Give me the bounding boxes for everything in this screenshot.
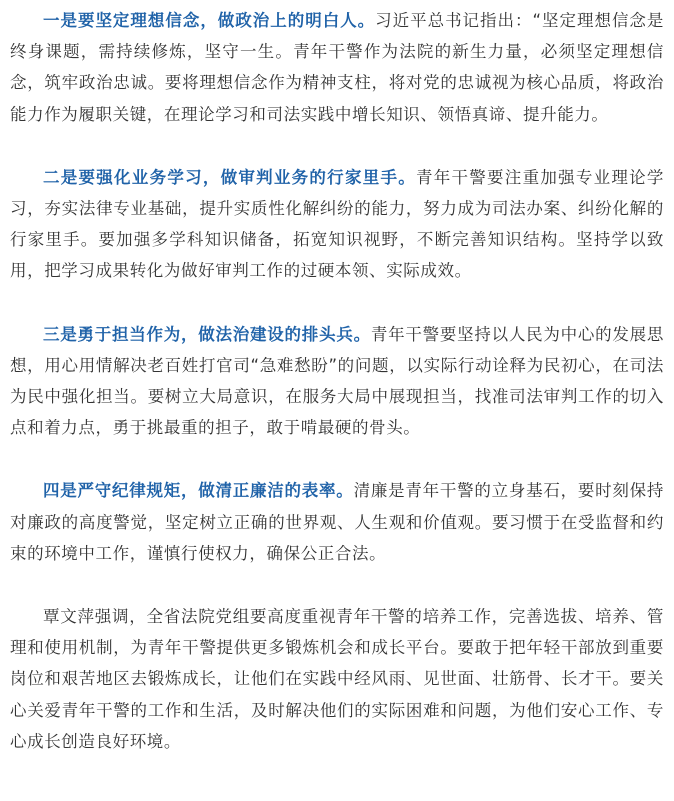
paragraph-responsibility [10,319,664,444]
paragraph-text: 青年干警要注重加强专业理论学习，夯实法律专业基础，提升实质性化解纠纷的能力，努力成为司法办案、纠纷化解的行家里手。要加强多学科知识储备，拓宽知识视野，不断完善知识结构。坚持学以致用，把学习成果转化为做好审判工作的过硬本领、实际成效。 [10,167,664,281]
paragraph-emphasis [10,601,664,757]
paragraph-heading: 一是要坚定理想信念，做政治上的明白人。 [43,11,376,30]
paragraph-text: 习近平总书记指出：“坚定理想信念是终身课题，需持续修炼，坚守一生。青年干警作为法院的新生力量，必须坚定理想信念，筑牢政治忠诚。要将理想信念作为精神支柱，将对党的忠诚视为核心品质，将政治能力作为履职关键，在理论学习和司法实践中增长知识、领悟真谛、提升能力。 [10,11,665,124]
paragraph-text: 覃文萍强调，全省法院党组要高度重视青年干警的培养工作，完善选拔、培养、管理和使用机制，为青年干警提供更多锻炼机会和成长平台。要敢于把年轻干部放到重要岗位和艰苦地区去锻炼成长，让他们在实践中经风雨、见世面、壮筋骨、长才干。要关心关爱青年干警的工作和生活，及时解决他们的实际困难和问题，为他们安心工作、专心成长创造良好环境。 [10,607,664,751]
paragraph-heading: 四是严守纪律规矩，做清正廉洁的表率。 [43,481,354,501]
paragraph-discipline [10,475,664,569]
paragraph-text: 青年干警要坚持以人民为中心的发展思想，用心用情解决老百姓打官司“急难愁盼”的问题，以实际行动诠释为民初心，在司法为民中强化担当。要树立大局意识，在服务大局中展现担当，找准司法审判工作的切入点和着力点，勇于挑最重的担子，敢于啃最硬的骨头。 [10,324,664,438]
paragraph-heading: 二是要强化业务学习，做审判业务的行家里手。 [43,167,416,187]
paragraph-study [10,162,664,287]
paragraph-heading: 三是勇于担当作为，做法治建设的排头兵。 [43,324,371,344]
paragraph-ideals [10,5,664,130]
paragraph-text: 清廉是青年干警的立身基石，要时刻保持对廉政的高度警觉，坚定树立正确的世界观、人生观和价值观。要习惯于在受监督和约束的环境中工作，谨慎行使权力，确保公正合法。 [10,481,664,563]
